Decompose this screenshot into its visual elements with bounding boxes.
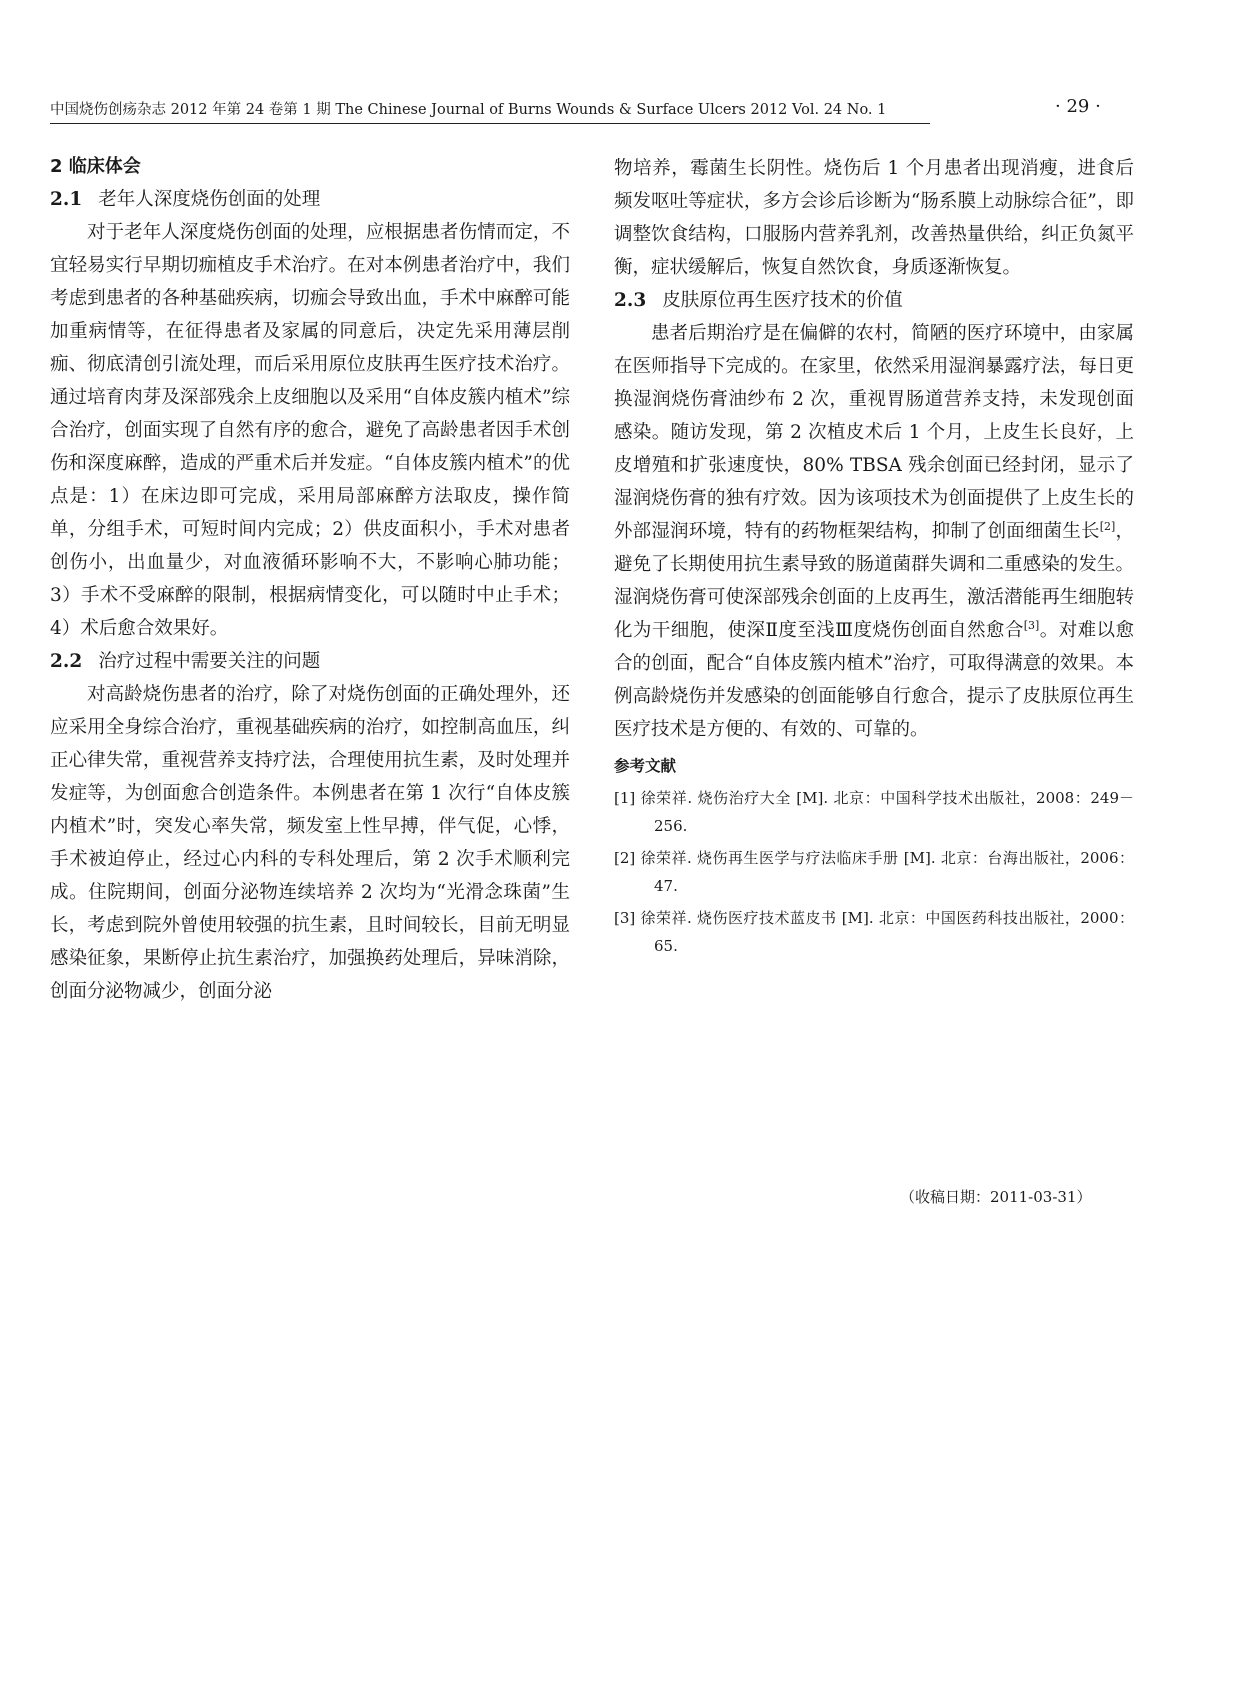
paragraph-2-2-continued: 物培养，霉菌生长阴性。烧伤后 1 个月患者出现消瘦，进食后频发呕吐等症状，多方会诊后诊断为“肠系膜上动脉综合征”，即调整饮食结构，口服肠内营养乳剂，改善热量供给，纠正负氮平衡，症状缓解后，恢复自然饮食，身质逐渐恢复。 <box>614 158 1134 278</box>
paragraph-2-2: 对高龄烧伤患者的治疗，除了对烧伤创面的正确处理外，还应采用全身综合治疗，重视基础疾病的治疗，如控制高血压，纠正心律失常，重视营养支持疗法，合理使用抗生素，及时处理并发症等，为创面愈合创造条件。本例患者在第 1 次行“自体皮簇内植术”时，突发心率失常，频发室上性早搏，伴气促，心悸，手术被迫停止，经过心内科的专科处理后，第 2 次手术顺利完成。住院期间，创面分泌物连续培养 2 次均为“光滑念珠菌”生长，考虑到院外曾使用较强的抗生素，且时间较长，目前无明显感染征象，果断停止抗生素治疗，加强换药处理后，异味消除，创面分泌物减少，创面分泌 <box>50 684 570 1002</box>
reference-item: [3] 徐荣祥. 烧伤医疗技术蓝皮书 [M]. 北京：中国医药科技出版社，2000：65. <box>614 909 1134 955</box>
reference-item: [1] 徐荣祥. 烧伤治疗大全 [M]. 北京：中国科学技术出版社，2008：249－256. <box>614 789 1134 835</box>
right-column <box>614 152 1134 964</box>
left-column <box>50 150 570 1008</box>
subsection-2-2-heading: 2.2 治疗过程中需要关注的问题 <box>50 651 321 672</box>
received-date: （收稿日期：2011-03-31） <box>900 1188 1092 1206</box>
citation-2: [2] <box>1099 519 1116 533</box>
page-number: · 29 · <box>1055 96 1101 117</box>
running-header: 中国烧伤创疡杂志 2012 年第 24 卷第 1 期 The Chinese Journal of Burns Wounds & Surface Ulcers 2012 Vol. 24 No. 1 <box>50 98 930 124</box>
paragraph-2-1: 对于老年人深度烧伤创面的处理，应根据患者伤情而定，不宜轻易实行早期切痂植皮手术治疗。在对本例患者治疗中，我们考虑到患者的各种基础疾病，切痂会导致出血，手术中麻醉可能加重病情等，在征得患者及家属的同意后，决定先采用薄层削痂、彻底清创引流处理，而后采用原位皮肤再生医疗技术治疗。通过培育肉芽及深部残余上皮细胞以及采用“自体皮簇内植术”综合治疗，创面实现了自然有序的愈合，避免了高龄患者因手术创伤和深度麻醉，造成的严重术后并发症。“自体皮簇内植术”的优点是：1）在床边即可完成，采用局部麻醉方法取皮，操作简单，分组手术，可短时间内完成；2）供皮面积小，手术对患者创伤小，出血量少，对血液循环影响不大，不影响心肺功能；3）手术不受麻醉的限制，根据病情变化，可以随时中止手术；4）术后愈合效果好。 <box>50 222 570 639</box>
section-heading: 2 临床体会 <box>50 156 141 177</box>
subsection-2-1-heading: 2.1 老年人深度烧伤创面的处理 <box>50 189 321 210</box>
paragraph-2-3: 患者后期治疗是在偏僻的农村，简陋的医疗环境中，由家属在医师指导下完成的。在家里，依然采用湿润暴露疗法，每日更换湿润烧伤膏油纱布 2 次，重视胃肠道营养支持，未发现创面感染。随访发现，第 2 次植皮术后 1 个月，上皮生长良好，上皮增殖和扩张速度快，80% TBSA 残余创面已经封闭，显示了湿润烧伤膏的独有疗效。因为该项技术为创面提供了上皮生长的外部湿润环境，特有的药物框架结构，抑制了创面细菌生长[2]，避免了长期使用抗生素导致的肠道菌群失调和二重感染的发生。湿润烧伤膏可使深部残余创面的上皮再生，激活潜能再生细胞转化为干细胞，使深Ⅱ度至浅Ⅲ度烧伤创面自然愈合[3]。对难以愈合的创面，配合“自体皮簇内植术”治疗，可取得满意的效果。本例高龄烧伤并发感染的创面能够自行愈合，提示了皮肤原位再生医疗技术是方便的、有效的、可靠的。 <box>614 323 1134 740</box>
citation-3: [3] <box>1023 618 1040 632</box>
references-title: 参考文献 <box>614 757 677 775</box>
reference-item: [2] 徐荣祥. 烧伤再生医学与疗法临床手册 [M]. 北京：台海出版社，2006：47. <box>614 849 1134 895</box>
subsection-2-3-heading: 2.3 皮肤原位再生医疗技术的价值 <box>614 290 903 311</box>
